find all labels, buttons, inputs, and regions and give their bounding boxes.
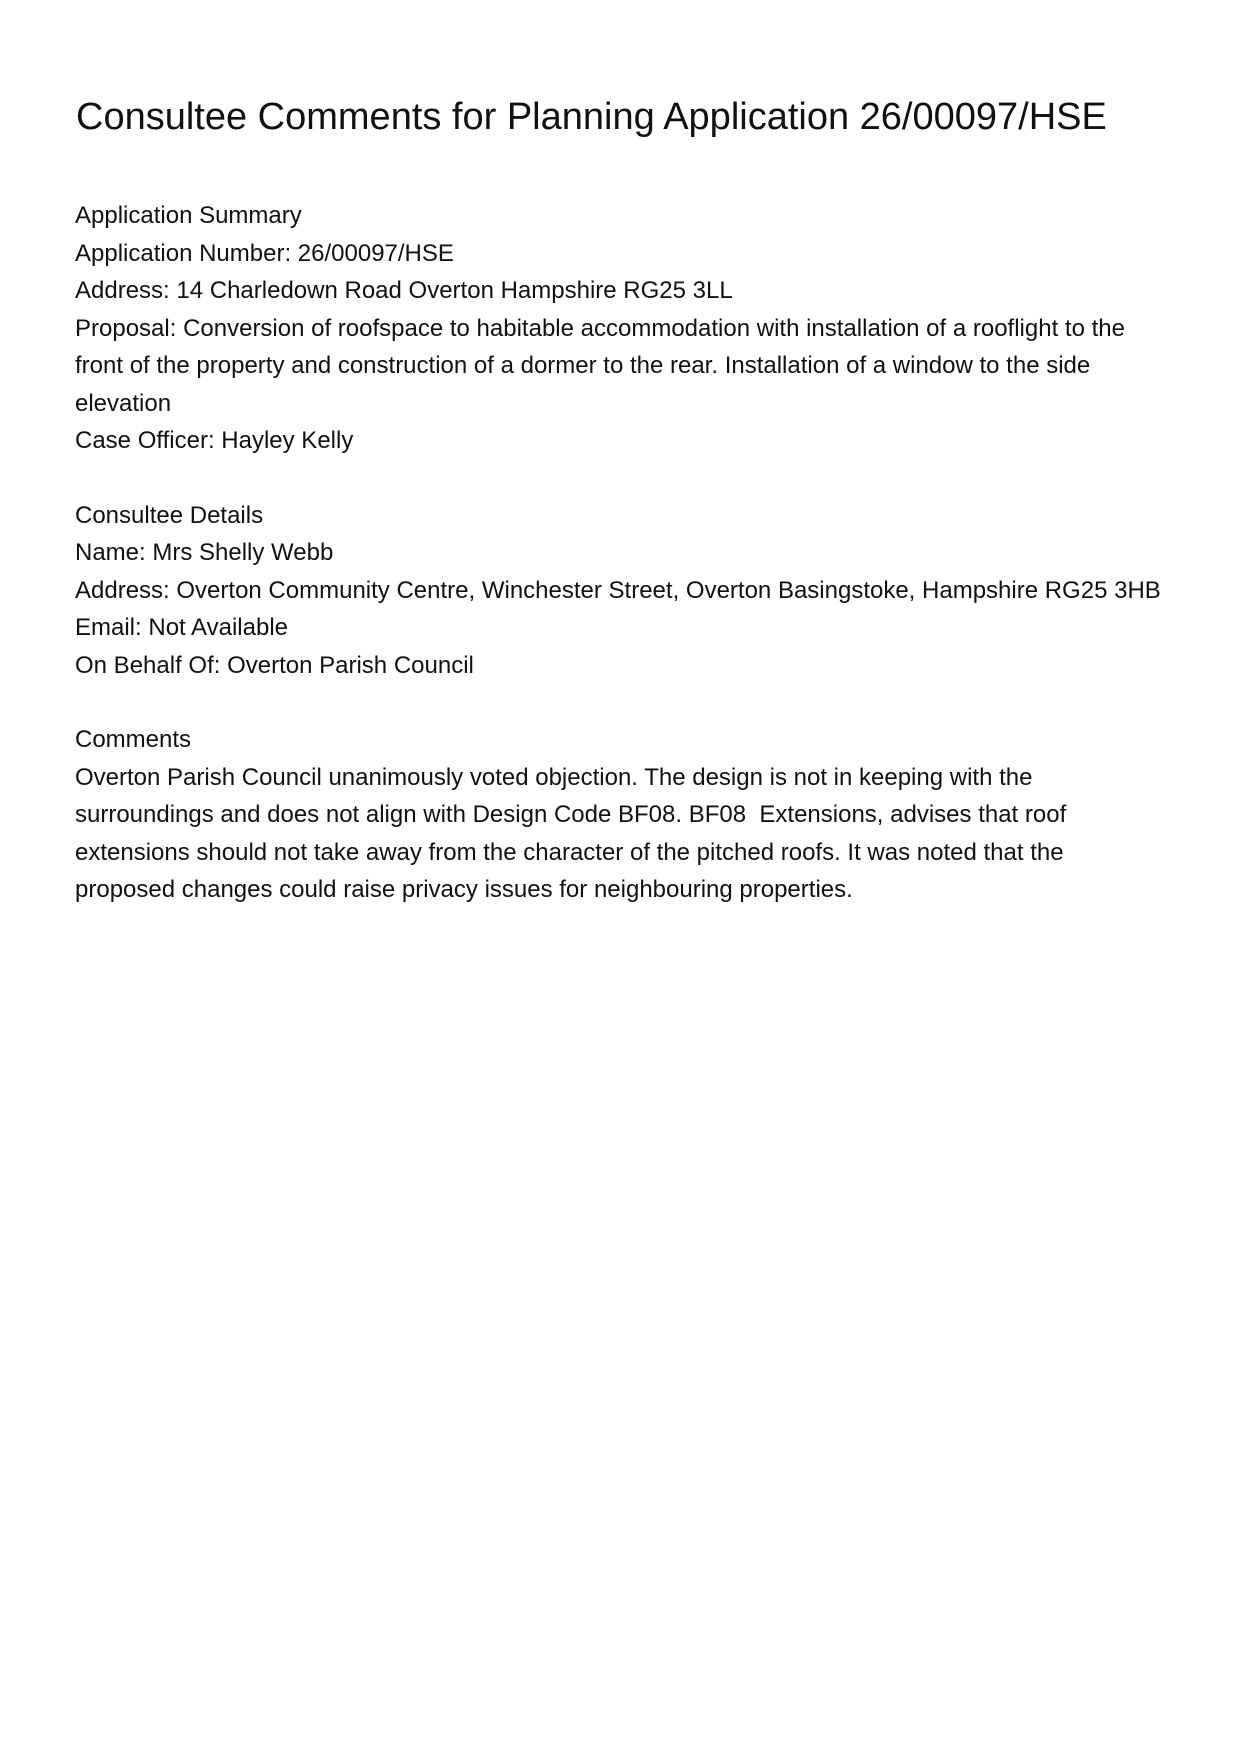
case-officer-label: Case Officer: [75,427,222,454]
document-content [75,197,1170,946]
consultee-details-heading: Consultee Details [75,501,264,529]
consultee-name-value: Mrs Shelly Webb [152,539,334,566]
consultee-name-label: Name: [75,539,153,566]
application-address-label: Address: [75,277,177,304]
consultee-address-label: Address: [75,576,177,604]
application-number-value: 26/00097/HSE [297,239,454,267]
on-behalf-of-value: Overton Parish Council [227,651,474,679]
on-behalf-of-label: On Behalf Of: [75,651,228,679]
application-number-field [75,235,1170,273]
consultee-email-field [75,609,1170,647]
comments-section [75,721,1170,909]
case-officer-field [75,422,1170,460]
comments-heading: Comments [75,726,192,753]
proposal-label: Proposal: [75,314,184,342]
application-number-label: Application Number: [75,239,298,267]
application-summary-section [75,197,1170,460]
consultee-details-section [75,497,1170,685]
application-address-field [75,272,1170,310]
consultee-address-field [75,572,1170,610]
comments-text: Overton Parish Council unanimously voted objection. The design is not in keeping with the surroundings and does not align with Design Code BF08. BF08 Extensions, advises that roof extensions should not take away from the character of the pitched roofs. It was noted that the proposed changes could raise privacy issues for neighbouring properties. [75,763,1073,903]
consultee-name-field [75,534,1170,572]
case-officer-value: Hayley Kelly [221,427,354,454]
application-summary-heading: Application Summary [75,202,302,229]
consultee-email-label: Email: [75,614,149,641]
consultee-address-value: Overton Community Centre, Winchester Street, Overton Basingstoke, Hampshire RG25 3HB [176,576,1161,604]
proposal-value: Conversion of roofspace to habitable accommodation with installation of a rooflight to the front of the property and construction of a dormer to the rear. Installation of a window to the side elevation [75,314,1125,417]
proposal-field [75,310,1170,423]
consultee-email-value: Not Available [148,614,289,641]
application-address-value: 14 Charledown Road Overton Hampshire RG25 3LL [176,277,733,304]
on-behalf-of-field [75,647,1170,685]
page-title: Consultee Comments for Planning Application 26/00097/HSE [76,96,1107,138]
